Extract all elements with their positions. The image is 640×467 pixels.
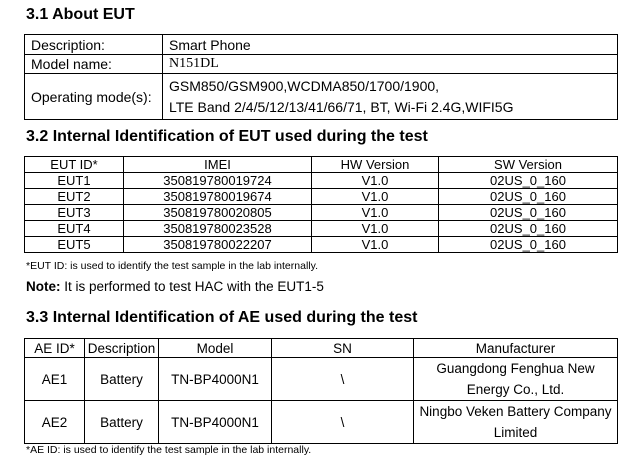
ae-id-cell: AE1: [25, 358, 85, 401]
description-cell: Battery: [85, 358, 159, 401]
sw-version-cell: 02US_0_160: [439, 237, 618, 253]
header-ae-id: AE ID*: [25, 339, 85, 358]
table-row: [25, 173, 618, 189]
hw-version-cell: V1.0: [312, 221, 439, 237]
table-row: [25, 358, 618, 401]
section-title-ae-identification: 3.3 Internal Identification of AE used during the test: [26, 309, 418, 326]
operating-modes-line-2: LTE Band 2/4/5/12/13/41/66/71, BT, Wi-Fi 2.4G,WIFI5G: [169, 98, 514, 115]
header-hw-version: HW Version: [312, 157, 439, 173]
eut-id-cell: EUT2: [25, 189, 124, 205]
imei-cell: 350819780020805: [124, 205, 312, 221]
manufacturer-line-1: Guangdong Fenghua New: [436, 361, 595, 376]
header-imei: IMEI: [124, 157, 312, 173]
imei-cell: 350819780019674: [124, 189, 312, 205]
header-sw-version: SW Version: [439, 157, 618, 173]
section-title-about-eut: 3.1 About EUT: [26, 6, 135, 23]
header-manufacturer: Manufacturer: [414, 339, 618, 358]
hw-version-cell: V1.0: [312, 237, 439, 253]
manufacturer-line-1: Ningbo Veken Battery Company: [419, 404, 612, 419]
header-sn: SN: [272, 339, 414, 358]
hw-version-cell: V1.0: [312, 189, 439, 205]
eut-id-cell: EUT1: [25, 173, 124, 189]
sw-version-cell: 02US_0_160: [439, 173, 618, 189]
table-row: [25, 237, 618, 253]
eut-id-cell: EUT5: [25, 237, 124, 253]
ae-footnote: *AE ID: is used to identify the test sample in the lab internally.: [26, 444, 312, 456]
table-row: [25, 401, 618, 444]
section-title-eut-identification: 3.2 Internal Identification of EUT used during the test: [26, 128, 428, 145]
note-label: Note:: [26, 279, 61, 294]
model-cell: TN-BP4000N1: [159, 401, 272, 444]
imei-cell: 350819780019724: [124, 173, 312, 189]
sw-version-cell: 02US_0_160: [439, 189, 618, 205]
operating-modes-line-1: GSM850/GSM900,WCDMA850/1700/1900,: [169, 77, 440, 94]
description-value: Smart Phone: [163, 35, 618, 55]
hw-version-cell: V1.0: [312, 173, 439, 189]
sn-cell: \: [272, 358, 414, 401]
note-body: It is performed to test HAC with the EUT1-5: [60, 279, 324, 294]
manufacturer-line-2: Energy Co., Ltd.: [466, 382, 565, 397]
header-model: Model: [159, 339, 272, 358]
about-eut-table: [24, 34, 618, 120]
operating-modes-label: Operating mode(s):: [25, 74, 163, 120]
description-cell: Battery: [85, 401, 159, 444]
header-description: Description: [85, 339, 159, 358]
eut-footnote: *EUT ID: is used to identify the test sample in the lab internally.: [26, 260, 319, 272]
manufacturer-cell: [414, 358, 618, 401]
model-name-value: N151DL: [163, 55, 618, 74]
ae-identification-table: [24, 338, 618, 444]
ae-id-cell: AE2: [25, 401, 85, 444]
imei-cell: 350819780022207: [124, 237, 312, 253]
sw-version-cell: 02US_0_160: [439, 221, 618, 237]
imei-cell: 350819780023528: [124, 221, 312, 237]
table-row: [25, 189, 618, 205]
eut-id-cell: EUT4: [25, 221, 124, 237]
model-name-label: Model name:: [25, 55, 163, 74]
sn-cell: \: [272, 401, 414, 444]
header-eut-id: EUT ID*: [25, 157, 124, 173]
eut-identification-table: [24, 156, 618, 253]
manufacturer-line-2: Limited: [493, 425, 538, 440]
operating-modes-value: [163, 74, 618, 120]
table-row: [25, 221, 618, 237]
description-label: Description:: [25, 35, 163, 55]
eut-id-cell: EUT3: [25, 205, 124, 221]
model-cell: TN-BP4000N1: [159, 358, 272, 401]
manufacturer-cell: [414, 401, 618, 444]
note-text: [26, 279, 324, 294]
table-row: [25, 205, 618, 221]
sw-version-cell: 02US_0_160: [439, 205, 618, 221]
hw-version-cell: V1.0: [312, 205, 439, 221]
